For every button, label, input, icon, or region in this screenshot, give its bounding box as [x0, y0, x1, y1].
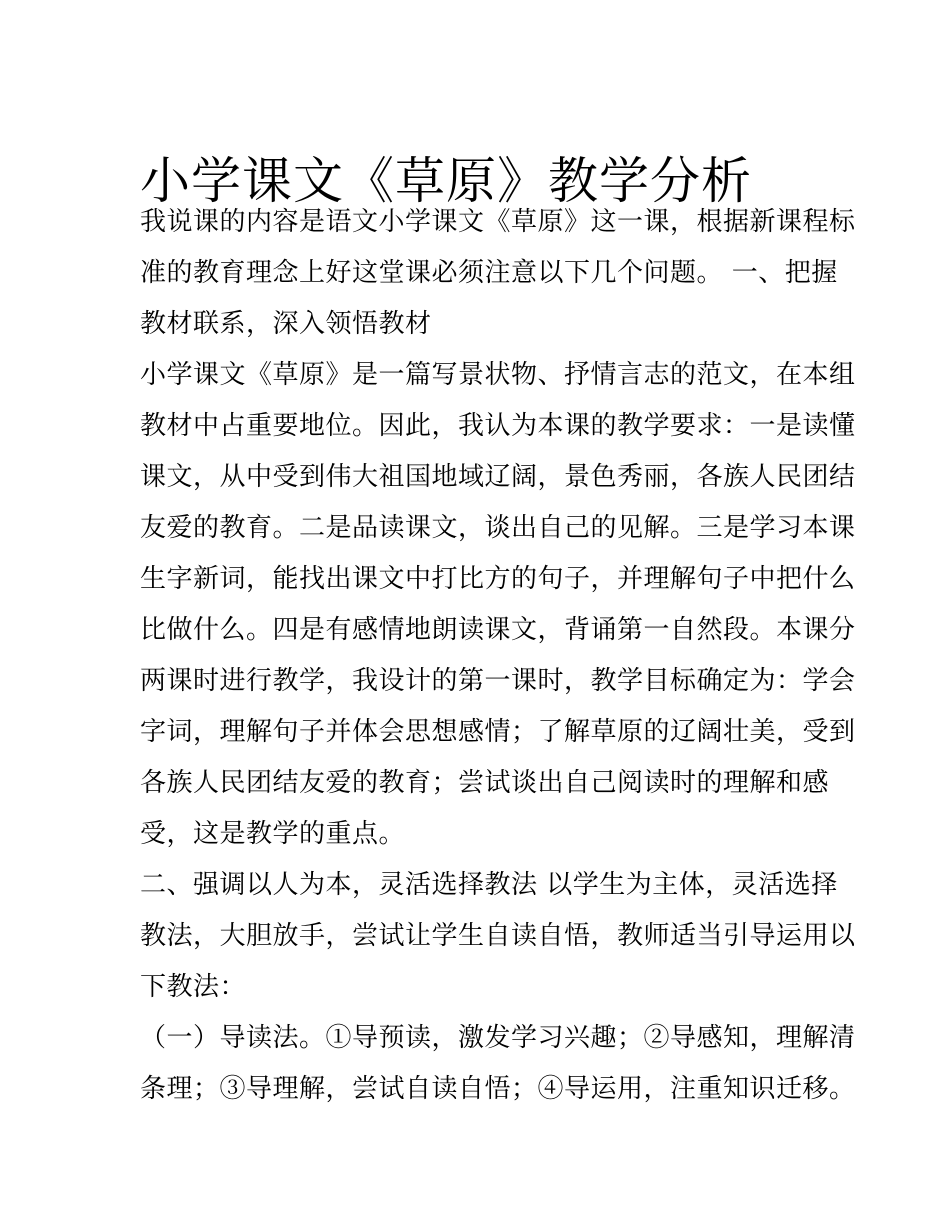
document-title: 小学课文《草原》教学分析 [140, 151, 752, 210]
body-line: 各族人民团结友爱的教育；尝试谈出自己阅读时的理解和感 [140, 768, 830, 798]
body-line: 教材联系，深入领悟教材 [140, 309, 432, 339]
body-line: 准的教育理念上好这堂课必须注意以下几个问题。 一、把握 [140, 258, 838, 288]
body-line: 生字新词，能找出课文中打比方的句子，并理解句子中把什么 [140, 564, 856, 594]
body-line: 两课时进行教学，我设计的第一课时，教学目标确定为：学会 [140, 666, 856, 696]
body-line: （一）导读法。①导预读，激发学习兴趣；②导感知，理解清 [140, 1023, 856, 1053]
body-line: 下教法： [140, 972, 247, 1002]
body-line: 受，这是教学的重点。 [140, 819, 406, 849]
body-line: 课文，从中受到伟大祖国地域辽阔，景色秀丽，各族人民团结 [140, 462, 856, 492]
body-line: 友爱的教育。二是品读课文，谈出自己的见解。三是学习本课 [140, 513, 856, 543]
body-line: 教材中占重要地位。因此，我认为本课的教学要求：一是读懂 [140, 411, 856, 441]
body-line: 比做什么。四是有感情地朗读课文，背诵第一自然段。本课分 [140, 615, 856, 645]
body-line: 二、强调以人为本，灵活选择教法 以学生为主体，灵活选择 [140, 870, 838, 900]
body-line: 教法，大胆放手，尝试让学生自读自悟，教师适当引导运用以 [140, 921, 856, 951]
body-line: 我说课的内容是语文小学课文《草原》这一课，根据新课程标 [140, 207, 856, 237]
body-line: 小学课文《草原》是一篇写景状物、抒情言志的范文，在本组 [140, 360, 856, 390]
body-line: 字词，理解句子并体会思想感情；了解草原的辽阔壮美，受到 [140, 717, 856, 747]
body-line: 条理；③导理解，尝试自读自悟；④导运用，注重知识迁移。 [140, 1074, 856, 1104]
